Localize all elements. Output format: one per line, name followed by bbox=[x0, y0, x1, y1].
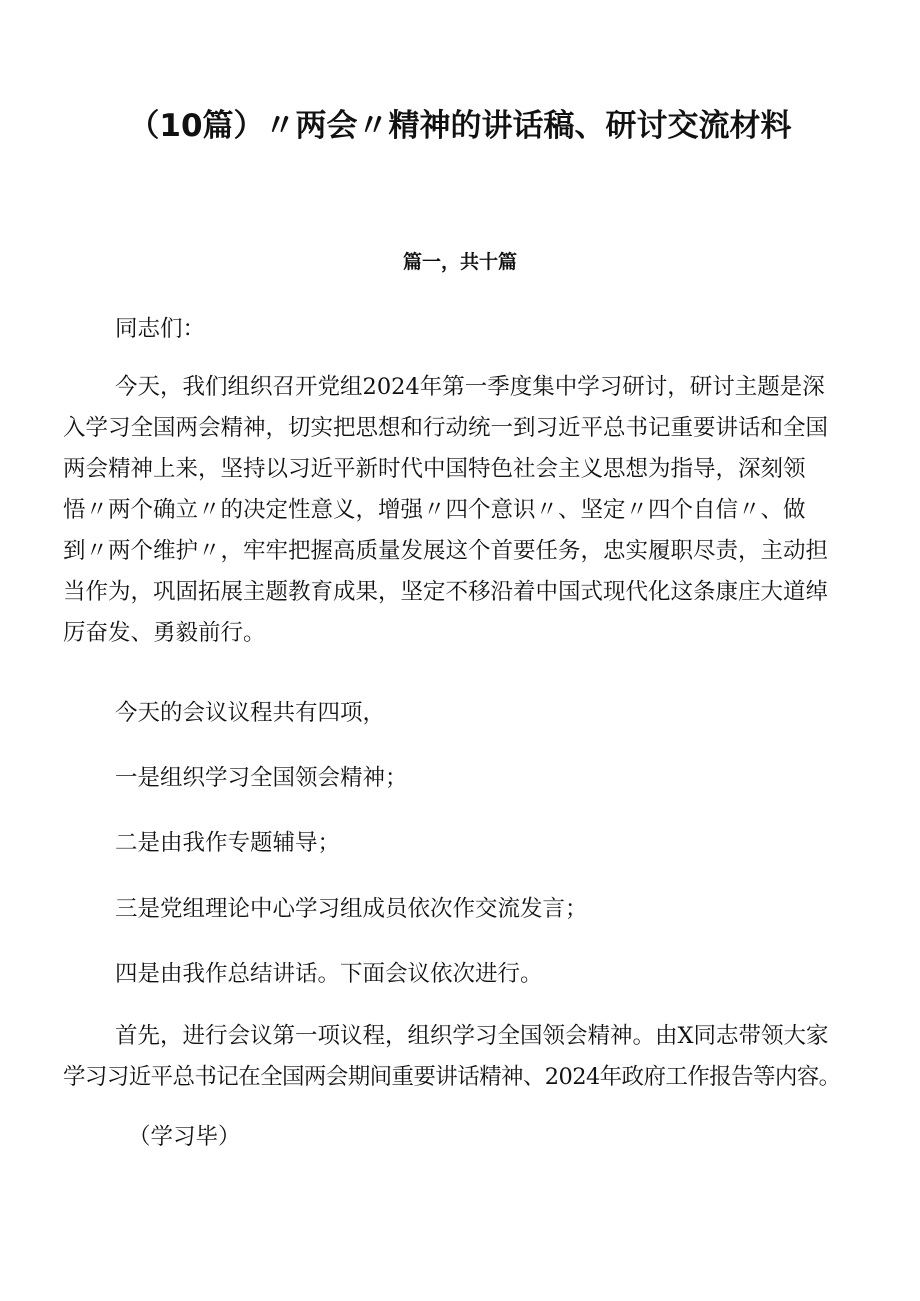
agenda-item: 四是由我作总结讲话。下面会议依次进行。 bbox=[115, 961, 543, 987]
paragraph-line: 到〃两个维护〃，牢牢把握高质量发展这个首要任务，忠实履职尽责，主动担 bbox=[63, 538, 829, 564]
paragraph-line: 入学习全国两会精神，切实把思想和行动统一到习近平总书记重要讲话和全国 bbox=[63, 415, 829, 441]
paragraph-line: 悟〃两个确立〃的决定性意义，增强〃四个意识〃、坚定〃四个自信〃、做 bbox=[63, 497, 806, 523]
paragraph-line: 当作为，巩固拓展主题教育成果，坚定不移沿着中国式现代化这条康庄大道绰 bbox=[63, 579, 829, 605]
agenda-item: 三是党组理论中心学习组成员依次作交流发言； bbox=[115, 896, 588, 922]
agenda-item: 一是组织学习全国领会精神； bbox=[115, 765, 408, 791]
salutation: 同志们： bbox=[115, 316, 206, 342]
paragraph-line: 厉奋发、勇毅前行。 bbox=[63, 620, 266, 646]
paragraph-line: 学习习近平总书记在全国两会期间重要讲话精神、2024年政府工作报告等内容。 bbox=[63, 1064, 841, 1090]
document-title: （10篇）〃两会〃精神的讲话稿、研讨交流材料 bbox=[128, 108, 792, 144]
paragraph-line: 两会精神上来，坚持以习近平新时代中国特色社会主义思想为指导，深刻领 bbox=[63, 456, 806, 482]
section-subtitle: 篇一，共十篇 bbox=[402, 251, 517, 273]
paragraph-line: 首先，进行会议第一项议程，组织学习全国领会精神。由X同志带领大家 bbox=[115, 1023, 829, 1049]
paragraph-line: 今天，我们组织召开党组2024年第一季度集中学习研讨，研讨主题是深 bbox=[115, 374, 825, 400]
intro-paragraph bbox=[63, 367, 863, 654]
agenda-item: 二是由我作专题辅导； bbox=[115, 830, 341, 856]
study-note: （学习毕） bbox=[128, 1124, 241, 1150]
agenda-intro: 今天的会议议程共有四项， bbox=[115, 700, 386, 726]
first-item-paragraph bbox=[63, 1016, 863, 1098]
